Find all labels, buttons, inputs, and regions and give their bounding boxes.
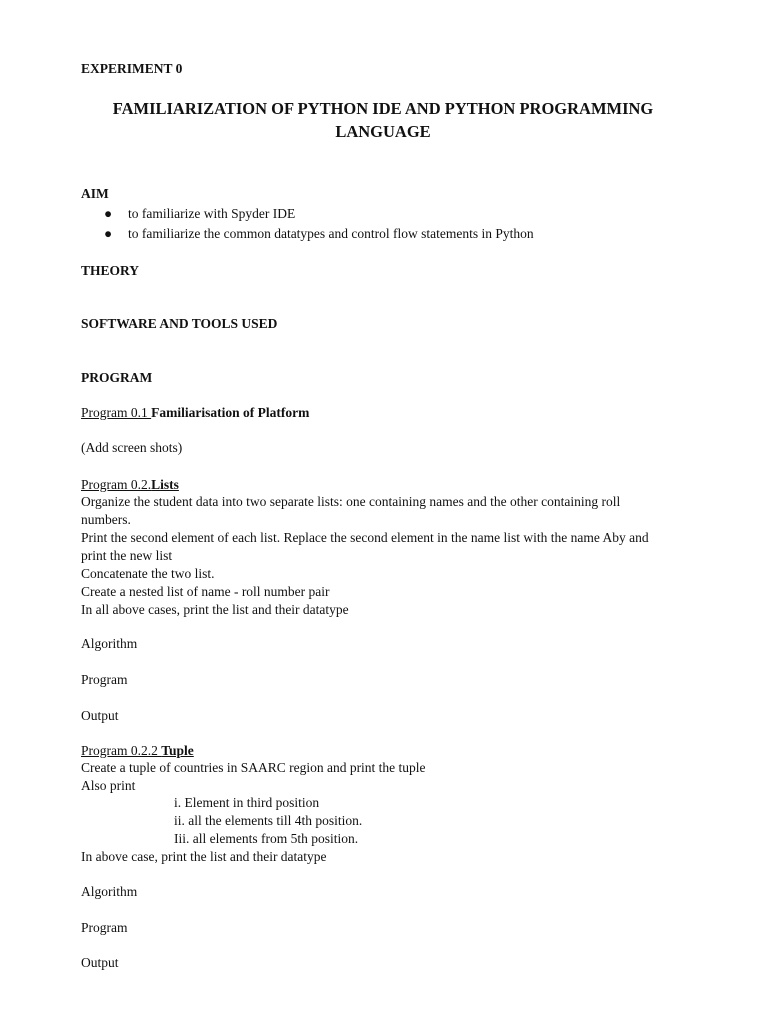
description-line: Concatenate the two list. — [81, 566, 215, 581]
program-0-2-title: Lists — [151, 477, 179, 492]
tuple-sub-item-3: Iii. all elements from 5th position. — [174, 831, 359, 846]
description-line: Create a nested list of name - roll number pair — [81, 584, 330, 599]
program-0-2-2-heading — [81, 742, 194, 760]
program-heading: PROGRAM — [81, 370, 153, 385]
description-line: print the new list — [81, 548, 173, 563]
program-0-2-algorithm: Algorithm — [81, 636, 138, 651]
theory-heading: THEORY — [81, 263, 140, 278]
program-0-2-2-algorithm: Algorithm — [81, 884, 138, 899]
program-0-2-prefix: Program 0.2. — [81, 477, 152, 492]
program-0-2-2-output: Output — [81, 955, 119, 970]
program-0-2-2-program: Program — [81, 920, 128, 935]
page-title — [60, 97, 706, 143]
software-heading: SOFTWARE AND TOOLS USED — [81, 316, 278, 331]
description-line: In all above cases, print the list and their datatype — [81, 602, 349, 617]
program-0-2-description — [81, 493, 691, 619]
title-line-2: LANGUAGE — [335, 122, 431, 141]
program-0-2-output: Output — [81, 708, 119, 723]
program-0-2-2-prefix: Program 0.2.2 — [81, 743, 162, 758]
program-0-1-prefix: Program 0.1 — [81, 405, 152, 420]
tuple-line-1: Create a tuple of countries in SAARC region and print the tuple — [81, 760, 426, 775]
program-0-2-heading — [81, 476, 179, 494]
tuple-line-2: Also print — [81, 778, 136, 793]
description-line: Organize the student data into two separate lists: one containing names and the other containing roll — [81, 494, 621, 509]
tuple-line-3: In above case, print the list and their datatype — [81, 849, 327, 864]
program-0-1-heading — [81, 404, 309, 422]
program-0-2-2-title: Tuple — [161, 743, 194, 758]
aim-item-1: to familiarize with Spyder IDE — [128, 206, 296, 221]
description-line: Print the second element of each list. Replace the second element in the name list with the name Aby and — [81, 530, 649, 545]
program-0-2-program: Program — [81, 672, 128, 687]
bullet-icon: ● — [104, 206, 113, 221]
aim-heading: AIM — [81, 186, 109, 201]
program-0-1-note: (Add screen shots) — [81, 440, 183, 455]
tuple-sub-item-1: i. Element in third position — [174, 795, 320, 810]
program-0-1-title: Familiarisation of Platform — [151, 405, 310, 420]
aim-item-2: to familiarize the common datatypes and control flow statements in Python — [128, 226, 534, 241]
bullet-icon: ● — [104, 226, 113, 241]
title-line-1: FAMILIARIZATION OF PYTHON IDE AND PYTHON PROGRAMMING — [112, 99, 654, 118]
tuple-sub-item-2: ii. all the elements till 4th position. — [174, 813, 363, 828]
description-line: numbers. — [81, 512, 131, 527]
experiment-label: EXPERIMENT 0 — [81, 61, 183, 76]
